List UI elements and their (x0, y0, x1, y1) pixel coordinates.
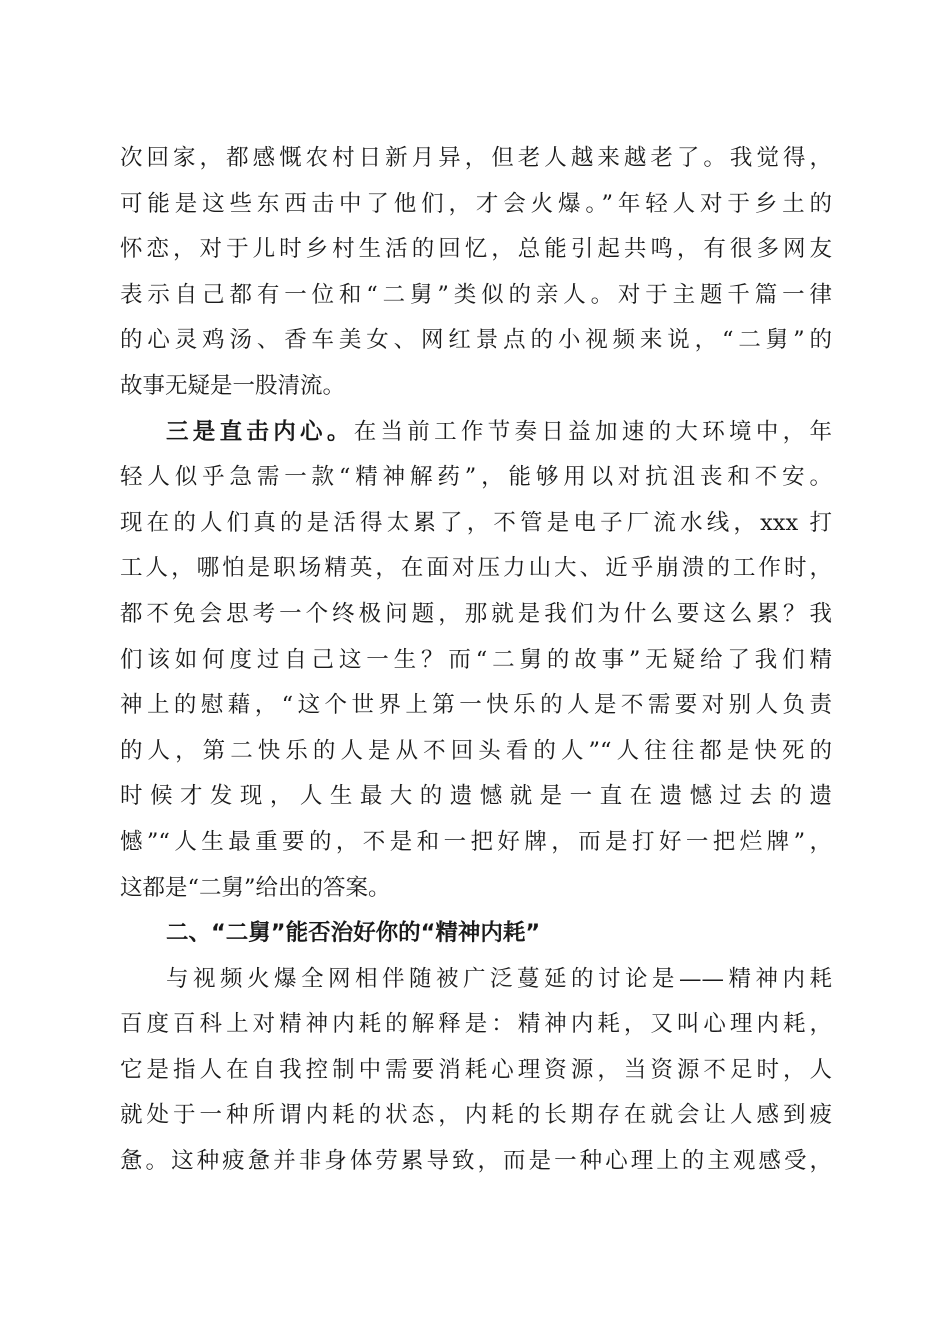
text-line: 时候才发现，人生最大的遗憾就是一直在遗憾过去的遗 (120, 783, 832, 810)
text-line: 怀恋，对于儿时乡村生活的回忆，总能引起共鸣，有很多网友 (120, 236, 832, 263)
text-line: 憾”“人生最重要的，不是和一把好牌，而是打好一把烂牌”， (120, 828, 832, 855)
paragraph-homecoming (120, 136, 832, 410)
text-line: 轻人似乎急需一款“精神解药”，能够用以对抗沮丧和不安。 (120, 464, 832, 491)
paragraph-lead: 三是直击内心。 (166, 418, 354, 445)
text-line: 次回家，都感慨农村日新月异，但老人越来越老了。我觉得， (120, 145, 832, 171)
paragraph-mental-exhaustion (120, 957, 832, 1185)
section-heading: 二、“二舅”能否治好你的“精神内耗” (166, 920, 541, 947)
text-line: 现在的人们真的是活得太累了，不管是电子厂流水线，xxx 打 (120, 509, 832, 536)
text-line: 它是指人在自我控制中需要消耗心理资源，当资源不足时，人 (120, 1056, 832, 1083)
paragraph-direct-heart (120, 410, 832, 912)
text-line: 就处于一种所谓内耗的状态，内耗的长期存在就会让人感到疲 (120, 1102, 832, 1129)
text-line-first: 与视频火爆全网相伴随被广泛蔓延的讨论是——精神内耗 (166, 965, 832, 992)
text-line: 故事无疑是一股清流。 (120, 372, 346, 399)
text-line: 的人，第二快乐的人是从不回头看的人”“人往往都是快死的 (120, 737, 832, 764)
text-line: 惫。这种疲惫并非身体劳累导致，而是一种心理上的主观感受， (120, 1148, 832, 1175)
paragraph-lead-rest: 在当前工作节奏日益加速的大环境中，年 (353, 418, 832, 445)
text-line-first (120, 410, 832, 456)
text-line: 的心灵鸡汤、香车美女、网红景点的小视频来说，“二舅”的 (120, 327, 832, 354)
document-body (120, 136, 832, 1185)
text-line: 们该如何度过自己这一生？而“二舅的故事”无疑给了我们精 (120, 646, 832, 673)
text-line: 这都是“二舅”给出的答案。 (120, 874, 391, 901)
text-line: 工人，哪怕是职场精英，在面对压力山大、近乎崩溃的工作时， (120, 555, 832, 582)
text-line: 神上的慰藉，“这个世界上第一快乐的人是不需要对别人负责 (120, 692, 832, 719)
text-line: 都不免会思考一个终极问题，那就是我们为什么要这么累？我 (120, 600, 832, 627)
text-line: 表示自己都有一位和“二舅”类似的亲人。对于主题千篇一律 (120, 281, 832, 308)
text-line: 百度百科上对精神内耗的解释是：精神内耗，又叫心理内耗， (120, 1011, 832, 1038)
text-line: 可能是这些东西击中了他们，才会火爆。”年轻人对于乡土的 (120, 190, 832, 217)
